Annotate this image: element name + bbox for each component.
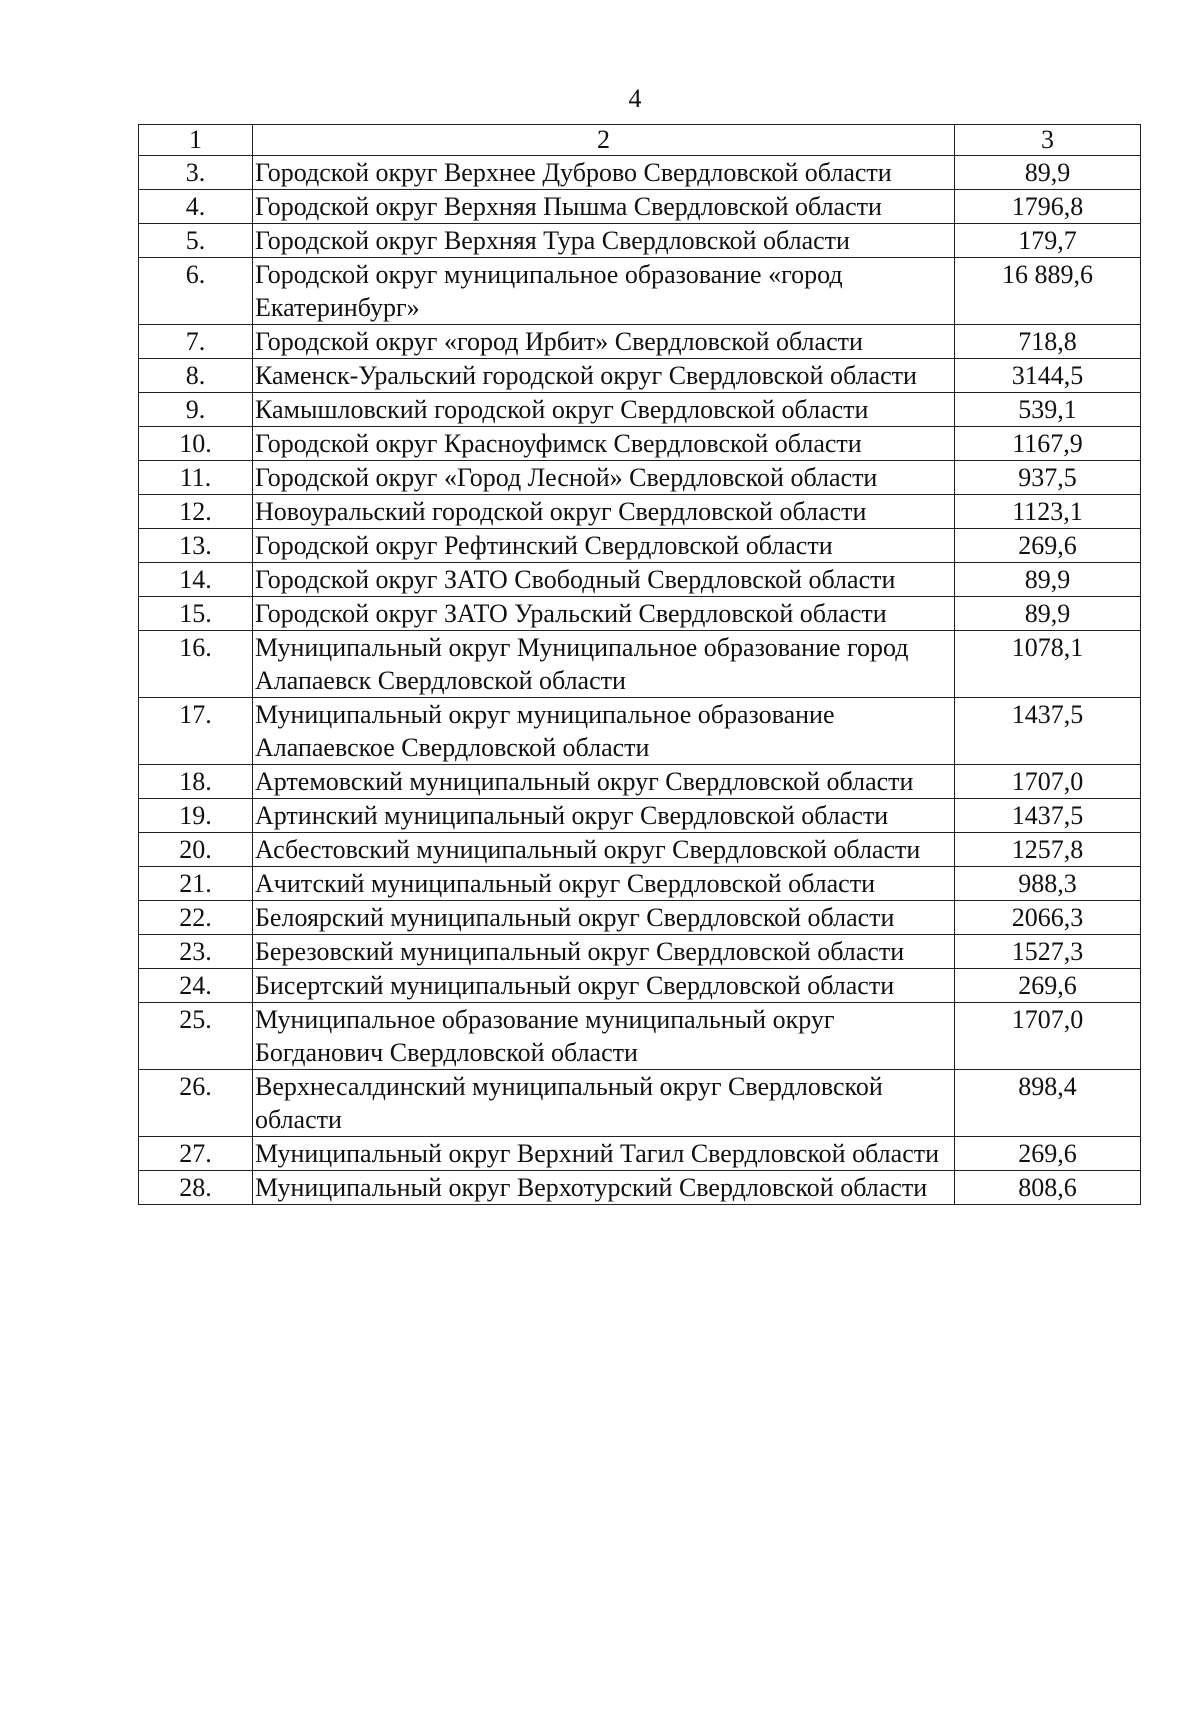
- row-number: 4.: [139, 190, 253, 224]
- municipality-name: Городской округ Верхняя Пышма Свердловской области: [253, 190, 955, 224]
- amount-value: 988,3: [955, 867, 1141, 901]
- table-row: [139, 224, 1141, 258]
- municipality-name: Городской округ Рефтинский Свердловской области: [253, 529, 955, 563]
- table-row: [139, 258, 1141, 325]
- amount-value: 269,6: [955, 969, 1141, 1003]
- table-row: [139, 901, 1141, 935]
- table-row: [139, 325, 1141, 359]
- table-row: [139, 867, 1141, 901]
- table-row: [139, 698, 1141, 765]
- amount-value: 1167,9: [955, 427, 1141, 461]
- table-row: [139, 799, 1141, 833]
- municipality-name: Муниципальный округ Муниципальное образование город Алапаевск Свердловской области: [253, 631, 955, 698]
- municipality-name: Городской округ Красноуфимск Свердловской области: [253, 427, 955, 461]
- amount-value: 1123,1: [955, 495, 1141, 529]
- row-number: 13.: [139, 529, 253, 563]
- amount-value: 1707,0: [955, 765, 1141, 799]
- amount-value: 1707,0: [955, 1003, 1141, 1070]
- table-row: [139, 765, 1141, 799]
- row-number: 9.: [139, 393, 253, 427]
- amount-value: 718,8: [955, 325, 1141, 359]
- table-row: [139, 461, 1141, 495]
- municipality-name: Городской округ Верхняя Тура Свердловской области: [253, 224, 955, 258]
- row-number: 18.: [139, 765, 253, 799]
- table-body: [139, 156, 1141, 1205]
- table-row: [139, 935, 1141, 969]
- row-number: 22.: [139, 901, 253, 935]
- amount-value: 89,9: [955, 156, 1141, 190]
- amount-value: 808,6: [955, 1171, 1141, 1205]
- amount-value: 1257,8: [955, 833, 1141, 867]
- municipality-name: Каменск-Уральский городской округ Свердловской области: [253, 359, 955, 393]
- row-number: 25.: [139, 1003, 253, 1070]
- row-number: 28.: [139, 1171, 253, 1205]
- municipality-name: Артинский муниципальный округ Свердловской области: [253, 799, 955, 833]
- row-number: 11.: [139, 461, 253, 495]
- row-number: 10.: [139, 427, 253, 461]
- row-number: 16.: [139, 631, 253, 698]
- row-number: 23.: [139, 935, 253, 969]
- row-number: 19.: [139, 799, 253, 833]
- municipality-name: Городской округ ЗАТО Свободный Свердловской области: [253, 563, 955, 597]
- table-row: [139, 1070, 1141, 1137]
- row-number: 12.: [139, 495, 253, 529]
- row-number: 7.: [139, 325, 253, 359]
- table-header-row: [139, 125, 1141, 156]
- table-row: [139, 190, 1141, 224]
- amount-value: 269,6: [955, 529, 1141, 563]
- table-row: [139, 156, 1141, 190]
- municipality-name: Городской округ Верхнее Дуброво Свердловской области: [253, 156, 955, 190]
- table-row: [139, 427, 1141, 461]
- municipality-name: Городской округ ЗАТО Уральский Свердловской области: [253, 597, 955, 631]
- amount-value: 1796,8: [955, 190, 1141, 224]
- amount-value: 1527,3: [955, 935, 1141, 969]
- row-number: 15.: [139, 597, 253, 631]
- row-number: 20.: [139, 833, 253, 867]
- row-number: 6.: [139, 258, 253, 325]
- table-row: [139, 563, 1141, 597]
- row-number: 26.: [139, 1070, 253, 1137]
- municipality-name: Асбестовский муниципальный округ Свердловской области: [253, 833, 955, 867]
- column-header-2: 2: [253, 125, 955, 156]
- row-number: 17.: [139, 698, 253, 765]
- amount-value: 539,1: [955, 393, 1141, 427]
- table-row: [139, 833, 1141, 867]
- municipality-name: Белоярский муниципальный округ Свердловской области: [253, 901, 955, 935]
- column-header-1: 1: [139, 125, 253, 156]
- amount-value: 89,9: [955, 597, 1141, 631]
- municipality-name: Новоуральский городской округ Свердловской области: [253, 495, 955, 529]
- row-number: 3.: [139, 156, 253, 190]
- row-number: 27.: [139, 1137, 253, 1171]
- municipality-name: Городской округ муниципальное образование «город Екатеринбург»: [253, 258, 955, 325]
- amount-value: 1437,5: [955, 698, 1141, 765]
- municipality-name: Муниципальный округ муниципальное образование Алапаевское Свердловской области: [253, 698, 955, 765]
- municipality-name: Камышловский городской округ Свердловской области: [253, 393, 955, 427]
- table-row: [139, 1137, 1141, 1171]
- table-row: [139, 359, 1141, 393]
- row-number: 14.: [139, 563, 253, 597]
- municipality-name: Бисертский муниципальный округ Свердловской области: [253, 969, 955, 1003]
- amount-value: 179,7: [955, 224, 1141, 258]
- municipality-name: Верхнесалдинский муниципальный округ Свердловской области: [253, 1070, 955, 1137]
- municipality-name: Муниципальное образование муниципальный округ Богданович Свердловской области: [253, 1003, 955, 1070]
- municipality-name: Березовский муниципальный округ Свердловской области: [253, 935, 955, 969]
- amount-value: 16 889,6: [955, 258, 1141, 325]
- table-row: [139, 969, 1141, 1003]
- table-row: [139, 529, 1141, 563]
- table-row: [139, 631, 1141, 698]
- table-row: [139, 393, 1141, 427]
- amount-value: 2066,3: [955, 901, 1141, 935]
- amount-value: 1078,1: [955, 631, 1141, 698]
- amount-value: 3144,5: [955, 359, 1141, 393]
- municipality-name: Городской округ «Город Лесной» Свердловской области: [253, 461, 955, 495]
- row-number: 5.: [139, 224, 253, 258]
- municipality-name: Муниципальный округ Верхний Тагил Свердловской области: [253, 1137, 955, 1171]
- table-row: [139, 597, 1141, 631]
- municipality-name: Артемовский муниципальный округ Свердловской области: [253, 765, 955, 799]
- table-row: [139, 495, 1141, 529]
- amount-value: 269,6: [955, 1137, 1141, 1171]
- municipality-name: Городской округ «город Ирбит» Свердловской области: [253, 325, 955, 359]
- municipality-name: Муниципальный округ Верхотурский Свердловской области: [253, 1171, 955, 1205]
- amount-value: 1437,5: [955, 799, 1141, 833]
- amount-value: 937,5: [955, 461, 1141, 495]
- column-header-3: 3: [955, 125, 1141, 156]
- allocation-table: [138, 124, 1141, 1205]
- page-number: 4: [628, 84, 642, 113]
- amount-value: 898,4: [955, 1070, 1141, 1137]
- amount-value: 89,9: [955, 563, 1141, 597]
- table-row: [139, 1003, 1141, 1070]
- row-number: 24.: [139, 969, 253, 1003]
- row-number: 21.: [139, 867, 253, 901]
- table-row: [139, 1171, 1141, 1205]
- row-number: 8.: [139, 359, 253, 393]
- municipality-name: Ачитский муниципальный округ Свердловской области: [253, 867, 955, 901]
